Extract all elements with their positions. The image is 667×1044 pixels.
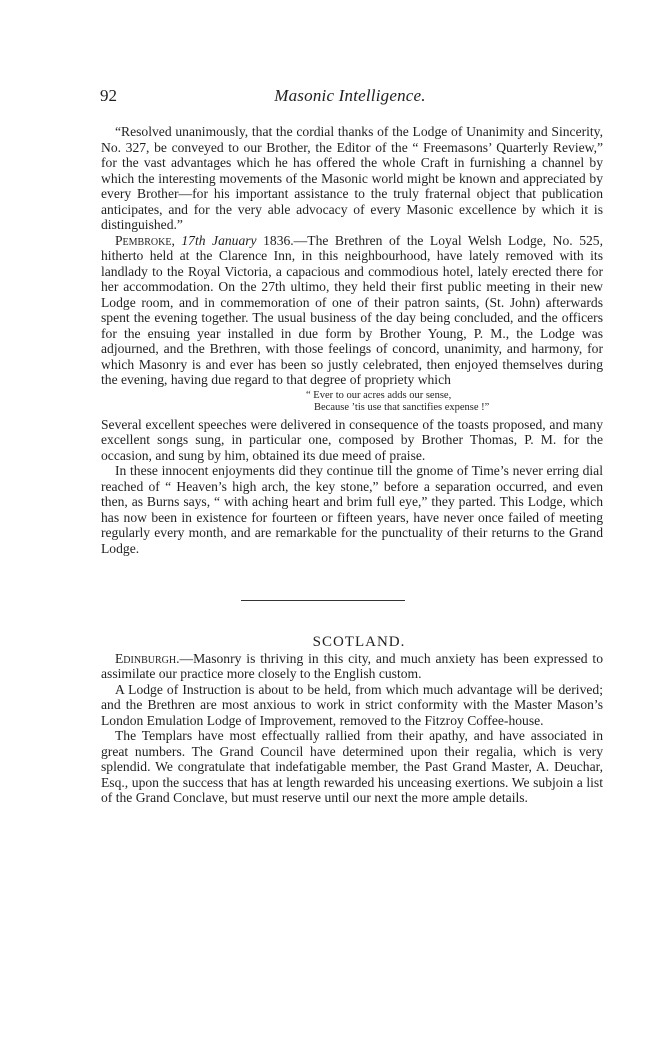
text-column xyxy=(101,124,603,806)
pembroke-date: 17th January xyxy=(181,232,257,248)
resolution-paragraph: “Resolved unanimously, that the cordial thanks of the Lodge of Unanimity and Sincerity, No. 327, be conveyed to our Brother, the Editor of the “ Freemasons’ Quarterly Review,” for the vast advantages which he has offered the whole Craft in furnishing a channel by which the interesting movements of the Masonic world might be known and appreciated by every Brother—for his important assistance to the truly fraternal object that publication anticipates, and for the very able advocacy of every Masonic excellence by which it is distinguished.” xyxy=(101,124,603,232)
pembroke-paragraph xyxy=(101,233,603,388)
lodge-instruction-paragraph: A Lodge of Instruction is about to be held, from which much advantage will be derived; and the Brethren are most anxious to work in strict conformity with the Master Mason’s London Emulation Lodge of Improvement, removed to the Fitzroy Coffee-house. xyxy=(101,681,603,728)
templars-paragraph: The Templars have most effectually rallied from their apathy, and have associated in great numbers. The Grand Council have determined upon their regalia, which is very splendid. We congratulate that indefatigable member, the Past Grand Master, A. Deuchar, Esq., upon the success that has at length rewarded his unceasing exertions. We subjoin a list of the Grand Conclave, but must reserve until our next the more ample details. xyxy=(101,728,603,805)
verse-line-1: “ Ever to our acres adds our sense, xyxy=(306,389,452,401)
section-heading-scotland: SCOTLAND. xyxy=(312,634,406,650)
edinburgh-paragraph xyxy=(101,651,603,682)
speeches-paragraph: Several excellent speeches were delivered in consequence of the toasts proposed, and many excellent songs sung, in particular one, composed by Brother Thomas, P. M. for the occasion, and sung by him, obtained its due meed of praise. xyxy=(101,416,603,463)
page-number: 92 xyxy=(100,86,117,105)
verse-line-2: Because ’tis use that sanctifies expense !” xyxy=(314,401,490,413)
verse-quotation xyxy=(306,390,603,414)
edinburgh-text: —Masonry is thriving in this city, and much anxiety has been expressed to assimilate our practice more closely to the English custom. xyxy=(101,650,603,681)
pembroke-place: Pembroke, xyxy=(115,232,175,248)
running-title: Masonic Intelligence. xyxy=(274,86,426,105)
edinburgh-place: Edinburgh. xyxy=(115,650,180,666)
enjoyments-paragraph: In these innocent enjoyments did they continue till the gnome of Time’s never erring dial reached of “ Heaven’s high arch, the key stone,” before a separation occurred, and even then, as Burns says, “ with aching heart and brim full eye,” they parted. This Lodge, which has now been in existence for fourteen or fifteen years, have never once failed of meeting regularly every month, and are remarkable for the punctuality of their returns to the Grand Lodge. xyxy=(101,463,603,556)
pembroke-text: 1836.—The Brethren of the Loyal Welsh Lodge, No. 525, hitherto held at the Clarence Inn, in this neighbourhood, have lately removed with its landlady to the Royal Victoria, a capacious and commodious hotel, lately erected there for her accommodation. On the 27th ultimo, they held their first public meeting in their new Lodge room, and in commemoration of one of their patron saints, (St. John) afterwards spent the evening together. The usual business of the day being concluded, and the officers for the ensuing year installed in due form by Brother Young, P. M., the Lodge was adjourned, and the Brethren, with those feelings of concord, unanimity, and harmony, for which Masonry is and ever has been so justly celebrated, then enjoyed themselves during the evening, having due regard to that degree of propriety which xyxy=(101,232,603,387)
page-header xyxy=(100,86,600,110)
section-divider xyxy=(241,600,405,601)
